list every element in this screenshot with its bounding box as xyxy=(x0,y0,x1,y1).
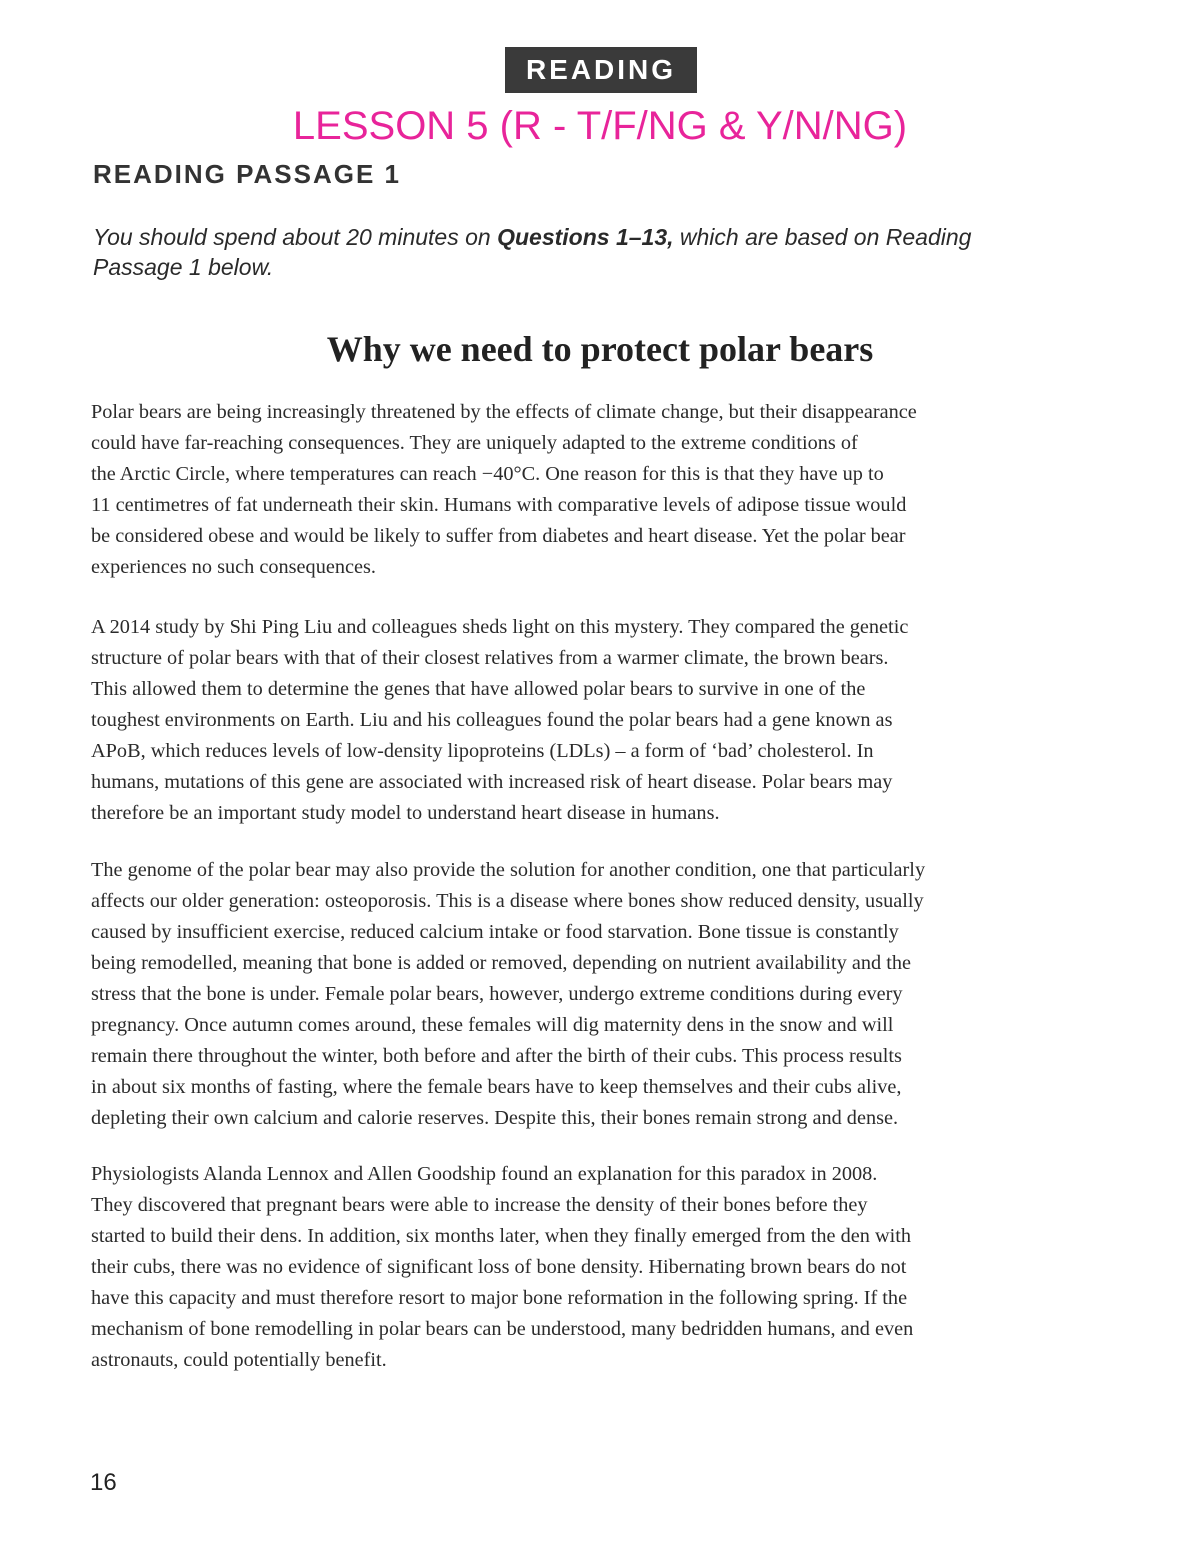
instructions xyxy=(93,222,1093,282)
paragraph-line: pregnancy. Once autumn comes around, these females will dig maternity dens in the snow and will xyxy=(91,1014,894,1036)
paragraph-line: caused by insufficient exercise, reduced calcium intake or food starvation. Bone tissue is constantly xyxy=(91,921,899,943)
section-tag: READING xyxy=(505,47,697,93)
paragraph-4 xyxy=(91,1159,1111,1376)
paragraph-line: could have far-reaching consequences. They are uniquely adapted to the extreme conditions of xyxy=(91,432,858,454)
paragraph-line: APoB, which reduces levels of low-density lipoproteins (LDLs) – a form of ‘bad’ cholesterol. In xyxy=(91,740,874,762)
paragraph-line: A 2014 study by Shi Ping Liu and colleagues sheds light on this mystery. They compared the genetic xyxy=(91,616,909,638)
page-number: 16 xyxy=(90,1469,117,1496)
instructions-text: You should spend about 20 minutes on xyxy=(93,224,498,250)
paragraph-line: therefore be an important study model to understand heart disease in humans. xyxy=(91,802,720,824)
paragraph-line: their cubs, there was no evidence of significant loss of bone density. Hibernating brown bears do not xyxy=(91,1256,907,1278)
paragraph-line: humans, mutations of this gene are associated with increased risk of heart disease. Polar bears may xyxy=(91,771,893,793)
paragraph-line: affects our older generation: osteoporosis. This is a disease where bones show reduced density, usually xyxy=(91,890,924,912)
paragraph-line: Polar bears are being increasingly threatened by the effects of climate change, but their disappearance xyxy=(91,401,917,423)
paragraph-line: have this capacity and must therefore resort to major bone reformation in the following spring. If the xyxy=(91,1287,908,1309)
paragraph-line: The genome of the polar bear may also provide the solution for another condition, one that particularly xyxy=(91,859,926,881)
paragraph-line: They discovered that pregnant bears were able to increase the density of their bones before they xyxy=(91,1194,868,1216)
paragraph-2 xyxy=(91,612,1111,829)
paragraph-line: being remodelled, meaning that bone is added or removed, depending on nutrient availability and the xyxy=(91,952,912,974)
instructions-line2: Passage 1 below. xyxy=(93,254,274,280)
paragraph-line: toughest environments on Earth. Liu and his colleagues found the polar bears had a gene known as xyxy=(91,709,893,731)
passage-heading: READING PASSAGE 1 xyxy=(93,159,402,189)
paragraph-line: started to build their dens. In addition, six months later, when they finally emerged from the den with xyxy=(91,1225,912,1247)
paragraph-line: the Arctic Circle, where temperatures can reach −40°C. One reason for this is that they have up to xyxy=(91,463,884,485)
article-title: Why we need to protect polar bears xyxy=(326,329,874,369)
lesson-title: LESSON 5 (R - T/F/NG & Y/N/NG) xyxy=(292,104,908,148)
paragraph-line: be considered obese and would be likely to suffer from diabetes and heart disease. Yet the polar bear xyxy=(91,525,906,547)
paragraph-line: structure of polar bears with that of their closest relatives from a warmer climate, the brown bears. xyxy=(91,647,889,669)
paragraph-line: remain there throughout the winter, both before and after the birth of their cubs. This process results xyxy=(91,1045,902,1067)
paragraph-line: astronauts, could potentially benefit. xyxy=(91,1349,387,1371)
paragraph-line: 11 centimetres of fat underneath their skin. Humans with comparative levels of adipose tissue would xyxy=(91,494,907,516)
paragraph-line: This allowed them to determine the genes that have allowed polar bears to survive in one of the xyxy=(91,678,866,700)
paragraph-line: experiences no such consequences. xyxy=(91,556,376,578)
paragraph-1 xyxy=(91,397,1111,583)
paragraph-3 xyxy=(91,855,1111,1134)
paragraph-line: Physiologists Alanda Lennox and Allen Goodship found an explanation for this paradox in 2008. xyxy=(91,1163,878,1185)
instructions-text-end: which are based on Reading xyxy=(673,224,972,250)
paragraph-line: mechanism of bone remodelling in polar bears can be understood, many bedridden humans, and even xyxy=(91,1318,914,1340)
instructions-questions: Questions 1–13, xyxy=(497,224,674,250)
paragraph-line: in about six months of fasting, where the female bears have to keep themselves and their cubs alive, xyxy=(91,1076,902,1098)
paragraph-line: depleting their own calcium and calorie reserves. Despite this, their bones remain strong and dense. xyxy=(91,1107,899,1129)
paragraph-line: stress that the bone is under. Female polar bears, however, undergo extreme conditions during every xyxy=(91,983,903,1005)
